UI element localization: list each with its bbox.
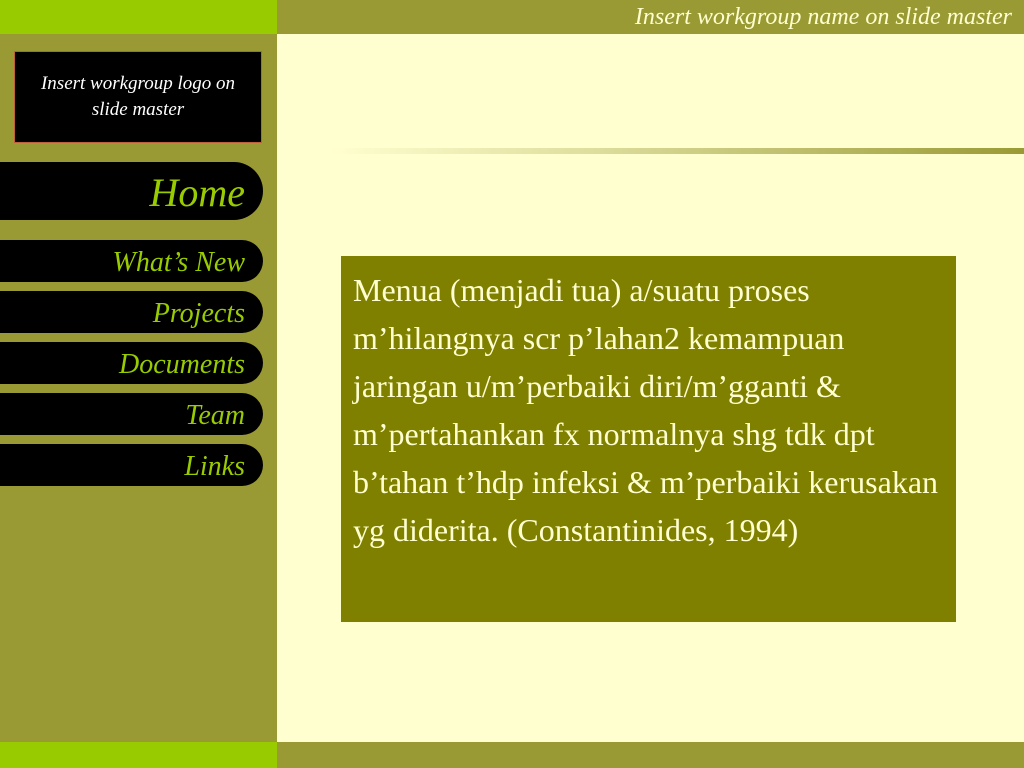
nav-links-link[interactable]: Links <box>0 444 263 486</box>
top-bar <box>277 0 1024 34</box>
nav-team-link[interactable]: Team <box>0 393 263 435</box>
nav-projects-link[interactable]: Projects <box>0 291 263 333</box>
workgroup-logo <box>14 51 262 143</box>
nav-home-link[interactable]: Home <box>0 162 263 220</box>
bottom-bar <box>277 742 1024 768</box>
content-text-box <box>341 256 956 622</box>
workgroup-logo-text: Insert workgroup logo on slide master <box>40 73 236 120</box>
workgroup-name: Insert workgroup name on slide master <box>634 4 1012 30</box>
top-left-accent-bar <box>0 0 277 34</box>
content-body-text: Menua (menjadi tua) a/suatu proses m’hilangnya scr p’lahan2 kemampuan jaringan u/m’perbaiki diri/m’gganti & m’pertahankan fx normalnya shg tdk dpt b’tahan t’hdp infeksi & m’perbaiki kerusakan yg diderita. (Constantinides, 1994) <box>353 272 939 548</box>
bottom-left-accent-bar <box>0 742 277 768</box>
divider-line <box>330 148 1024 154</box>
nav-documents-link[interactable]: Documents <box>0 342 263 384</box>
nav-whats-new-link[interactable]: What’s New <box>0 240 263 282</box>
